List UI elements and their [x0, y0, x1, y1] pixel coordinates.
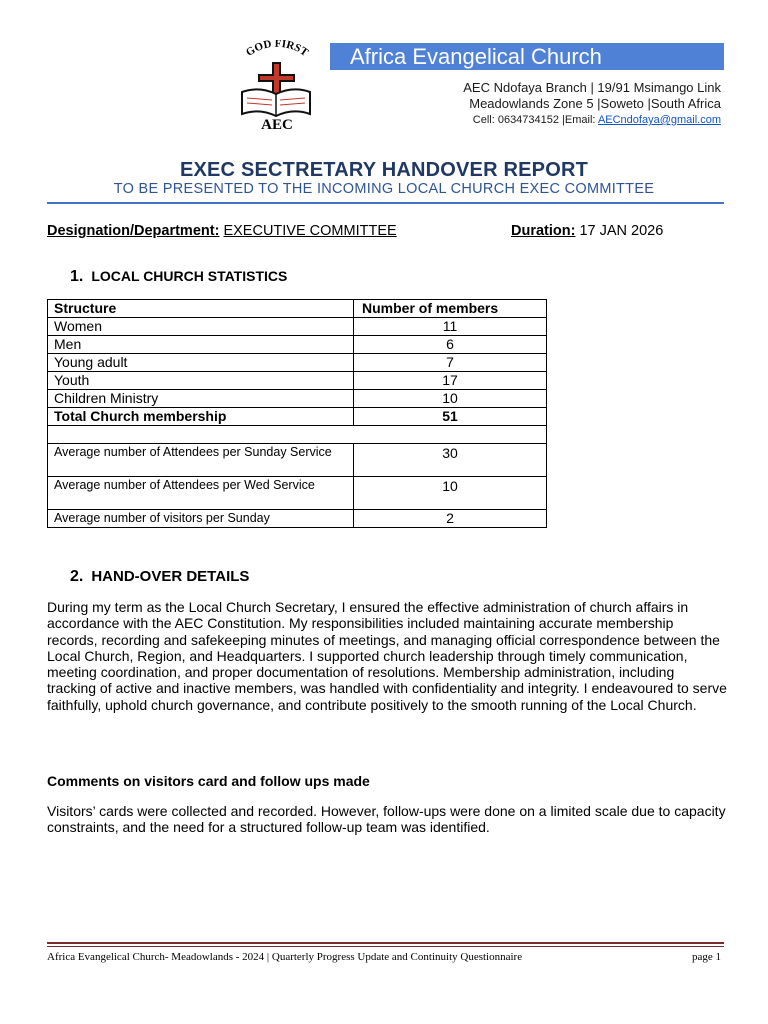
designation-label: Designation/Department:: [47, 223, 220, 239]
attendance-value: 2: [354, 510, 547, 528]
duration: [511, 223, 663, 239]
report-title: EXEC SECTRETARY HANDOVER REPORT: [179, 159, 589, 181]
svg-text:GOD FIRST: [244, 40, 311, 59]
row-value: 6: [354, 336, 547, 354]
logo-motto: GOD FIRST: [243, 40, 311, 59]
church-logo: [232, 40, 322, 132]
blank-row: [48, 426, 547, 444]
section-2-heading: [70, 568, 249, 586]
report-subtitle: TO BE PRESENTED TO THE INCOMING LOCAL CHURCH EXEC COMMITTEE: [113, 181, 655, 197]
row-value: 17: [354, 372, 547, 390]
section-2-title: HAND-OVER DETAILS: [91, 568, 250, 585]
footer-text: Africa Evangelical Church- Meadowlands - 2024 | Quarterly Progress Update and Continuity Questionnaire: [47, 951, 523, 963]
attendance-label: Average number of Attendees per Wed Service: [48, 477, 354, 510]
table-row: [48, 390, 547, 408]
table-row: [48, 336, 547, 354]
section-2-number: 2.: [70, 568, 84, 585]
address-line-2: Meadowlands Zone 5 |Soweto |South Africa: [469, 96, 721, 111]
contact-line: [463, 112, 721, 128]
row-value: 7: [354, 354, 547, 372]
address-line-1: AEC Ndofaya Branch | 19/91 Msimango Link: [463, 80, 721, 95]
designation-value: EXECUTIVE COMMITTEE: [223, 223, 397, 239]
row-label: Young adult: [48, 354, 354, 372]
duration-value: 17 JAN 2026: [579, 223, 664, 239]
footer-divider: [47, 942, 724, 944]
cross-bible-logo-icon: [232, 40, 322, 132]
column-header-members: Number of members: [354, 300, 547, 318]
table-row: [48, 318, 547, 336]
row-label: Men: [48, 336, 354, 354]
row-label: Youth: [48, 372, 354, 390]
duration-label: Duration:: [511, 223, 576, 239]
designation: [47, 223, 397, 239]
statistics-table: [47, 299, 547, 528]
visitors-paragraph: Visitors’ cards were collected and recorded. However, follow-ups were done on a limited scale due to capacity constraints, and the need for a structured follow-up team was identified.: [47, 803, 726, 836]
section-1-heading: [70, 268, 287, 286]
column-header-structure: Structure: [48, 300, 354, 318]
page-number: page 1: [691, 951, 721, 963]
row-label: Children Ministry: [48, 390, 354, 408]
attendance-label: Average number of Attendees per Sunday Service: [48, 444, 354, 477]
attendance-value: 30: [354, 444, 547, 477]
title-divider: [47, 202, 724, 204]
email-link[interactable]: AECndofaya@gmail.com: [597, 114, 721, 126]
address-block: [463, 80, 721, 128]
blank-cell: [48, 426, 547, 444]
handover-paragraph: During my term as the Local Church Secretary, I ensured the effective administration of church affairs in accordance with the AEC Constitution. My responsibilities included maintaining accurate membership records, recording and safekeeping minutes of meetings, and managing official correspondence between the Local Church, Region, and Headquarters. I supported church leadership through timely communication, meeting coordination, and proper documentation of resolutions. Membership administration, including tracking of active and inactive members, was handled with confidentiality and integrity. I endeavoured to serve faithfully, uphold church governance, and contribute positively to the smooth running of the Local Church.: [47, 599, 727, 713]
table-header-row: [48, 300, 547, 318]
total-label: Total Church membership: [48, 408, 354, 426]
total-row: [48, 408, 547, 426]
row-value: 10: [354, 390, 547, 408]
org-name-banner: Africa Evangelical Church: [330, 43, 724, 70]
table-row: [48, 354, 547, 372]
row-value: 11: [354, 318, 547, 336]
attendance-row: [48, 477, 547, 510]
logo-initials: AEC: [261, 117, 293, 132]
table-row: [48, 372, 547, 390]
section-1-title: LOCAL CHURCH STATISTICS: [91, 268, 288, 284]
row-label: Women: [48, 318, 354, 336]
section-1-number: 1.: [70, 268, 84, 285]
attendance-label: Average number of visitors per Sunday: [48, 510, 354, 528]
attendance-value: 10: [354, 477, 547, 510]
attendance-row: [48, 510, 547, 528]
footer-divider-thin: [47, 946, 724, 947]
contact-prefix: Cell: 0634734152 |Email:: [472, 114, 598, 126]
visitors-subheading: Comments on visitors card and follow ups made: [47, 773, 370, 789]
total-value: 51: [354, 408, 547, 426]
attendance-row: [48, 444, 547, 477]
